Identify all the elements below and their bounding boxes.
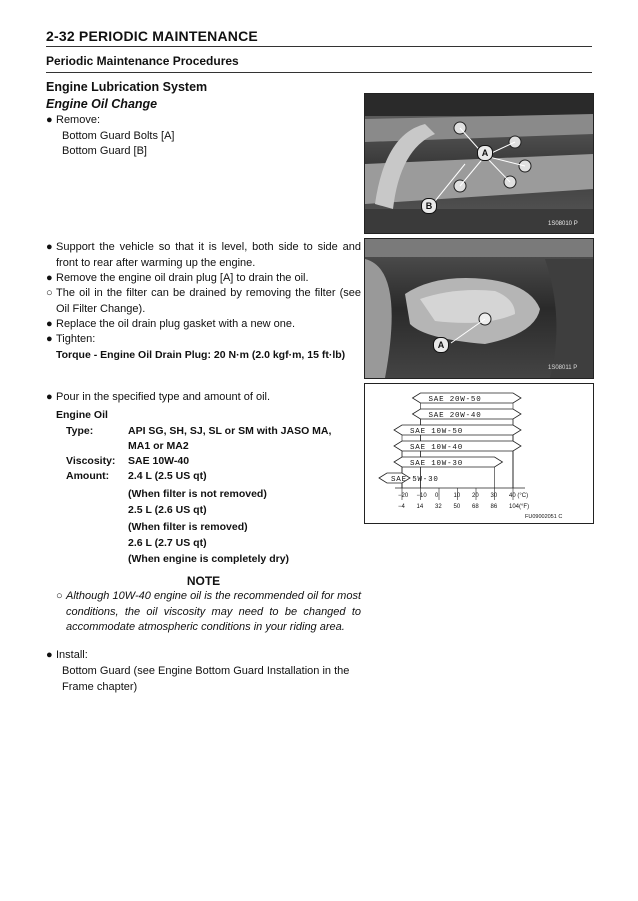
viscosity-band-label: SAE 10W-30 xyxy=(410,460,464,468)
celsius-tick-label: 40 (°C) xyxy=(509,493,529,499)
celsius-tick-label: 0 xyxy=(435,493,439,499)
celsius-tick-label: −20 xyxy=(398,493,409,499)
step-replace-gasket xyxy=(46,317,361,333)
celsius-tick-label: 30 xyxy=(490,493,498,499)
step-pour-oil xyxy=(46,390,361,406)
drain-plug-photo xyxy=(364,238,594,379)
step-support-vehicle xyxy=(46,240,361,271)
fahrenheit-tick-label: 86 xyxy=(490,504,498,510)
step-text: Tighten: xyxy=(56,333,96,345)
oil-type-label: Type: xyxy=(66,425,94,437)
remove-item-bolts: Bottom Guard Bolts [A] xyxy=(62,130,175,142)
install-text: Bottom Guard (see Engine Bottom Guard Installation in the Frame chapter) xyxy=(62,665,350,693)
fahrenheit-tick-label: 68 xyxy=(472,504,479,510)
bullet-icon: ● xyxy=(46,318,53,330)
remove-item-guard: Bottom Guard [B] xyxy=(62,145,147,157)
viscosity-chart-svg xyxy=(365,384,593,523)
subheader-rule xyxy=(46,72,592,73)
oil-amount-3: 2.6 L (2.7 US qt) xyxy=(128,537,207,549)
bullet-icon: ● xyxy=(46,241,53,253)
note-body xyxy=(56,589,361,636)
oil-amount-1: 2.4 L (2.5 US qt) xyxy=(128,470,207,482)
oil-amount-3-note: (When engine is completely dry) xyxy=(128,553,290,565)
viscosity-band-label: SAE 20W-50 xyxy=(428,396,482,404)
fahrenheit-tick-label: 50 xyxy=(453,504,461,510)
bullet-icon: ○ xyxy=(56,590,63,602)
header-rule xyxy=(46,46,592,47)
engine-oil-title: Engine Oil xyxy=(56,409,108,421)
note-text: Although 10W-40 engine oil is the recommended oil for most conditions, the oil viscosity may need to be changed to accommodate atmospheric conditions in your riding area. xyxy=(66,590,361,634)
step-text: The oil in the filter can be drained by removing the filter (see Oil Filter Change). xyxy=(56,287,361,315)
step-tighten xyxy=(46,332,361,348)
oil-amount-2-note: (When filter is removed) xyxy=(128,521,248,533)
bullet-icon: ● xyxy=(46,272,53,284)
oil-viscosity-value: SAE 10W-40 xyxy=(128,455,190,467)
oil-type-value: API SG, SH, SJ, SL or SM with JASO MA, MA1 or MA2 xyxy=(128,425,332,453)
bullet-icon: ● xyxy=(46,114,53,126)
fahrenheit-tick-label: 32 xyxy=(435,504,442,510)
photo1-label-b: B xyxy=(421,198,437,214)
oil-amount-label: Amount: xyxy=(66,470,110,482)
viscosity-chart xyxy=(364,383,594,524)
step-text: Support the vehicle so that it is level, both side to side and front to rear after warming up the engine. xyxy=(56,241,361,269)
install-label: Install: xyxy=(56,649,88,661)
viscosity-band-label: SAE 20W-40 xyxy=(428,412,482,420)
page-header-subtitle: Periodic Maintenance Procedures xyxy=(46,54,239,68)
bullet-icon: ○ xyxy=(46,287,53,299)
celsius-tick-label: −10 xyxy=(416,493,427,499)
remove-label: Remove: xyxy=(56,114,101,126)
celsius-tick-label: 10 xyxy=(453,493,461,499)
step-text: Remove the engine oil drain plug [A] to drain the oil. xyxy=(56,272,309,284)
page-header-title: 2-32 PERIODIC MAINTENANCE xyxy=(46,28,258,44)
step-remove-drain-plug xyxy=(46,271,361,287)
remove-step xyxy=(46,113,361,129)
viscosity-band-label: SAE 5W-30 xyxy=(391,476,439,484)
fahrenheit-tick-label: 14 xyxy=(416,504,424,510)
bullet-icon: ● xyxy=(46,391,53,403)
oil-viscosity-label: Viscosity: xyxy=(66,455,116,467)
photo1-code: 1S08010 P xyxy=(548,221,578,227)
bottom-guard-photo xyxy=(364,93,594,234)
viscosity-band-label: SAE 10W-50 xyxy=(410,428,464,436)
oil-amount-2: 2.5 L (2.6 US qt) xyxy=(128,504,207,516)
note-title: NOTE xyxy=(186,574,221,588)
torque-spec: Torque - Engine Oil Drain Plug: 20 N·m (2.0 kgf·m, 15 ft·lb) xyxy=(56,349,346,361)
chart-code: FU09002051 C xyxy=(525,514,563,520)
viscosity-band-label: SAE 10W-40 xyxy=(410,444,464,452)
subsection-title: Engine Oil Change xyxy=(46,97,158,111)
step-text: Pour in the specified type and amount of oil. xyxy=(56,391,271,403)
fahrenheit-tick-label: −4 xyxy=(398,504,405,510)
section-title: Engine Lubrication System xyxy=(46,80,208,94)
bullet-icon: ● xyxy=(46,333,53,345)
celsius-tick-label: 20 xyxy=(472,493,479,499)
photo1-label-a: A xyxy=(477,145,493,161)
step-filter-drain xyxy=(46,286,361,317)
step-text: Replace the oil drain plug gasket with a new one. xyxy=(56,318,296,330)
photo2-label-a: A xyxy=(433,337,449,353)
step-install xyxy=(46,648,361,664)
oil-amount-1-note: (When filter is not removed) xyxy=(128,488,267,500)
fahrenheit-tick-label: 104(°F) xyxy=(509,504,530,510)
bullet-icon: ● xyxy=(46,649,53,661)
photo2-code: 1S08011 P xyxy=(548,365,578,371)
